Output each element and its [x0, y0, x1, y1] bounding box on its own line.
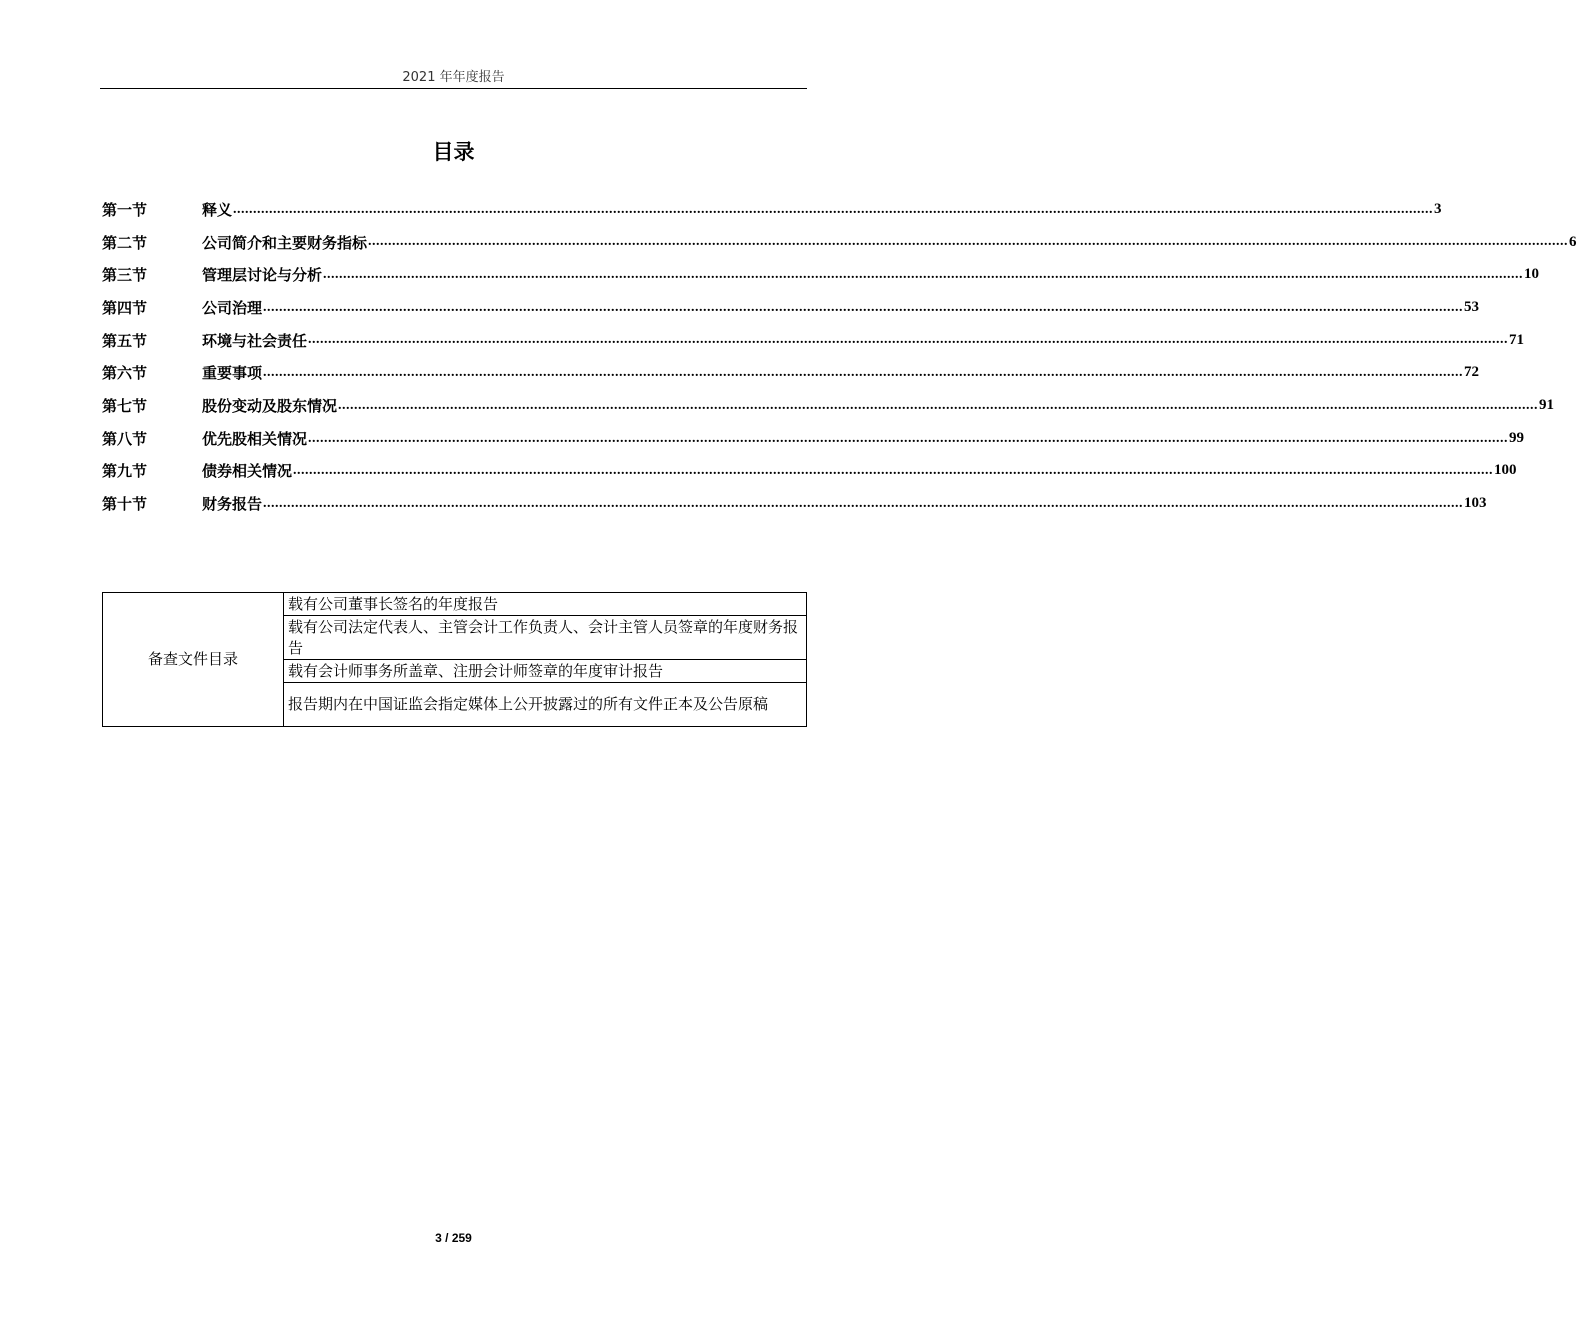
toc-leader-dots: ............................................................................................................................................................................................................................................................................................................	[338, 397, 1539, 413]
toc-leader-dots: ............................................................................................................................................................................................................................................................................................................	[263, 365, 1464, 381]
toc-entry[interactable]	[102, 291, 1480, 324]
toc-leader-dots: ............................................................................................................................................................................................................................................................................................................	[263, 299, 1464, 315]
toc-page-number: 99	[1509, 429, 1525, 446]
toc-section-number: 第七节	[102, 396, 148, 415]
toc-entry[interactable]	[102, 356, 1480, 389]
toc-page-number: 10	[1524, 266, 1540, 283]
toc-section-title: 环境与社会责任	[202, 331, 308, 350]
toc-page-number: 71	[1509, 331, 1525, 348]
toc-section-number: 第二节	[102, 233, 148, 252]
toc-entry[interactable]	[102, 389, 1555, 422]
page-number-footer: 3 / 259	[435, 1231, 472, 1245]
table-of-contents	[102, 193, 1577, 520]
toc-leader-dots: ............................................................................................................................................................................................................................................................................................................	[308, 430, 1509, 446]
toc-page-number: 103	[1464, 495, 1487, 512]
toc-entry[interactable]	[102, 422, 1525, 455]
toc-section-number: 第三节	[102, 266, 148, 285]
toc-leader-dots: ............................................................................................................................................................................................................................................................................................................	[263, 495, 1464, 511]
toc-leader-dots: ............................................................................................................................................................................................................................................................................................................	[308, 332, 1509, 348]
toc-section-number: 第九节	[102, 462, 148, 481]
toc-page-number: 6	[1569, 233, 1577, 250]
toc-section-title: 股份变动及股东情况	[202, 396, 338, 415]
reference-document-item: 载有公司董事长签名的年度报告	[284, 593, 807, 616]
toc-entry[interactable]	[102, 258, 1540, 291]
toc-section-title: 优先股相关情况	[202, 429, 308, 448]
toc-leader-dots: ............................................................................................................................................................................................................................................................................................................	[293, 463, 1494, 479]
toc-leader-dots: ............................................................................................................................................................................................................................................................................................................	[323, 267, 1524, 283]
toc-page-number: 3	[1434, 200, 1442, 217]
toc-page-number: 91	[1539, 396, 1555, 413]
toc-entry[interactable]	[102, 193, 1442, 226]
toc-section-title: 释义	[202, 200, 233, 219]
toc-section-number: 第一节	[102, 200, 148, 219]
reference-document-item: 载有公司法定代表人、主管会计工作负责人、会计主管人员签章的年度财务报告	[284, 616, 807, 660]
running-header: 2021 年年度报告	[402, 70, 505, 85]
toc-section-number: 第五节	[102, 331, 148, 350]
toc-leader-dots: ............................................................................................................................................................................................................................................................................................................	[233, 201, 1434, 217]
toc-page-number: 100	[1494, 462, 1517, 479]
toc-section-title: 公司简介和主要财务指标	[202, 233, 368, 252]
reference-documents-table	[102, 592, 807, 727]
toc-section-number: 第十节	[102, 495, 148, 514]
toc-section-number: 第八节	[102, 429, 148, 448]
toc-section-number: 第四节	[102, 298, 148, 317]
toc-entry[interactable]	[102, 487, 1487, 520]
toc-entry[interactable]	[102, 455, 1517, 488]
reference-document-item: 载有会计师事务所盖章、注册会计师签章的年度审计报告	[284, 660, 807, 683]
toc-leader-dots: ............................................................................................................................................................................................................................................................................................................	[368, 234, 1569, 250]
page-title: 目录	[432, 140, 475, 164]
toc-entry[interactable]	[102, 226, 1577, 259]
toc-section-title: 管理层讨论与分析	[202, 266, 323, 285]
toc-section-title: 公司治理	[202, 298, 263, 317]
reference-document-item: 报告期内在中国证监会指定媒体上公开披露过的所有文件正本及公告原稿	[284, 683, 807, 727]
reference-documents-label: 备查文件目录	[103, 593, 284, 727]
toc-entry[interactable]	[102, 324, 1525, 357]
toc-page-number: 53	[1464, 298, 1480, 315]
toc-page-number: 72	[1464, 364, 1480, 381]
toc-section-title: 债券相关情况	[202, 462, 293, 481]
header-divider	[100, 88, 807, 89]
toc-section-title: 重要事项	[202, 364, 263, 383]
toc-section-title: 财务报告	[202, 495, 263, 514]
toc-section-number: 第六节	[102, 364, 148, 383]
